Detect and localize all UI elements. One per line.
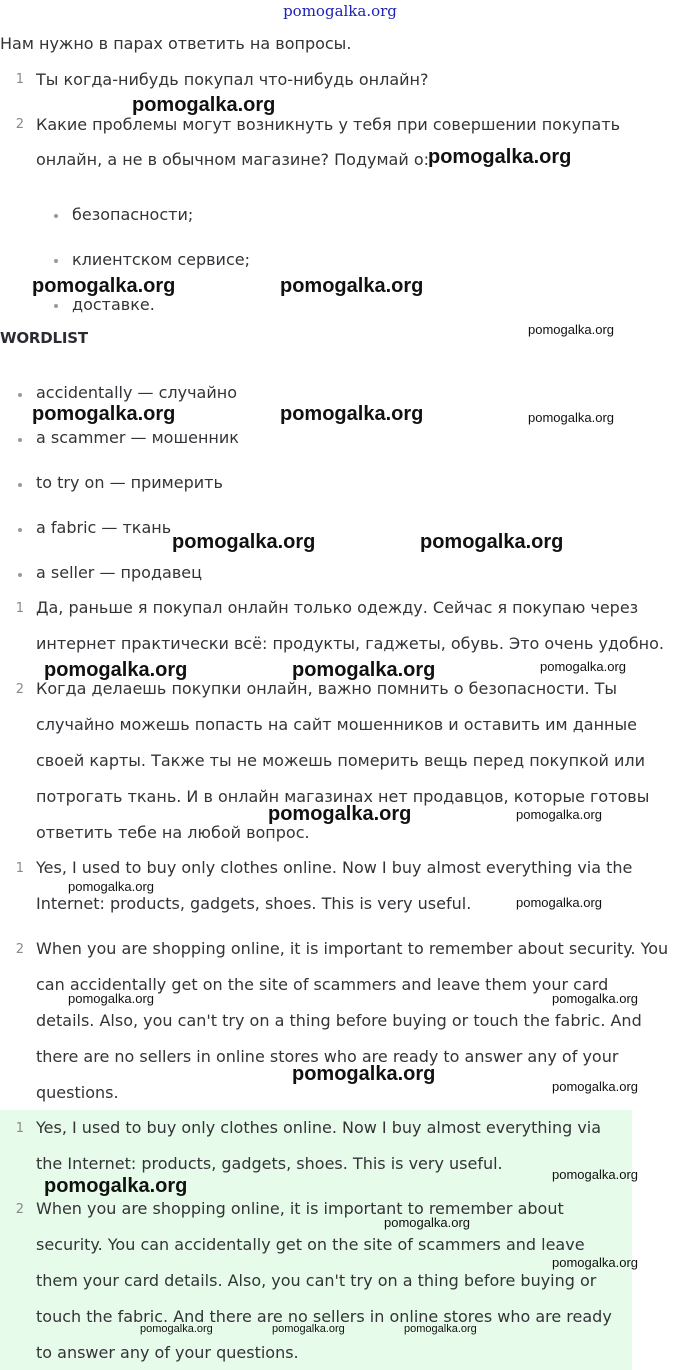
answer-ru-2-line-3: своей карты. Также ты не можешь померить вещь перед покупкой или bbox=[36, 751, 646, 770]
watermark: pomogalka.org bbox=[44, 1175, 188, 1197]
bullet-dot bbox=[18, 438, 22, 442]
answer-en-2-line-5: questions. bbox=[36, 1083, 119, 1102]
answer-en-2-line-4: there are no sellers in online stores who are ready to answer any of your bbox=[36, 1047, 619, 1066]
answer-en-1-line-2: Internet: products, gadgets, shoes. This is very useful. bbox=[36, 894, 472, 913]
watermark: pomogalka.org bbox=[292, 1063, 436, 1085]
intro-text: Нам нужно в парах ответить на вопросы. bbox=[0, 34, 352, 53]
answer-hl-2-line-1: When you are shopping online, it is important to remember about bbox=[36, 1199, 564, 1218]
answer-hl-number-2: 2 bbox=[15, 1202, 24, 1217]
bullet-dot bbox=[54, 259, 58, 263]
watermark: pomogalka.org bbox=[528, 410, 614, 425]
answer-en-number-2: 2 bbox=[15, 942, 24, 957]
watermark: pomogalka.org bbox=[172, 531, 316, 553]
bullet-dot bbox=[18, 483, 22, 487]
answer-hl-2-line-4: touch the fabric. And there are no sellers in online stores who are ready bbox=[36, 1307, 612, 1326]
answer-en-2-line-1: When you are shopping online, it is important to remember about security. You bbox=[36, 939, 669, 958]
bullet-dot bbox=[18, 393, 22, 397]
watermark: pomogalka.org bbox=[528, 322, 614, 337]
watermark: pomogalka.org bbox=[32, 403, 176, 425]
wordlist-item: a fabric — ткань bbox=[36, 518, 172, 537]
answer-hl-2-line-2: security. You can accidentally get on the site of scammers and leave bbox=[36, 1235, 585, 1254]
watermark: pomogalka.org bbox=[540, 659, 626, 674]
watermark: pomogalka.org bbox=[32, 275, 176, 297]
answer-en-number-1: 1 bbox=[15, 861, 24, 876]
bullet-dot bbox=[18, 528, 22, 532]
watermark: pomogalka.org bbox=[404, 1323, 477, 1335]
answer-ru-2-line-2: случайно можешь попасть на сайт мошенников и оставить им данные bbox=[36, 715, 637, 734]
watermark: pomogalka.org bbox=[516, 807, 602, 822]
watermark: pomogalka.org bbox=[268, 803, 412, 825]
wordlist-heading: WORDLIST bbox=[0, 329, 88, 347]
wordlist-item: to try on — примерить bbox=[36, 473, 223, 492]
question-2-line-2: онлайн, а не в обычном магазине? Подумай о: bbox=[36, 150, 430, 169]
watermark: pomogalka.org bbox=[552, 991, 638, 1006]
question-number-1: 1 bbox=[15, 72, 24, 87]
watermark: pomogalka.org bbox=[132, 94, 276, 116]
question-number-2: 2 bbox=[15, 117, 24, 132]
answer-en-2-line-2: can accidentally get on the site of scammers and leave them your card bbox=[36, 975, 609, 994]
watermark: pomogalka.org bbox=[552, 1167, 638, 1182]
watermark: pomogalka.org bbox=[68, 991, 154, 1006]
bullet-dot bbox=[18, 573, 22, 577]
watermark: pomogalka.org bbox=[552, 1079, 638, 1094]
watermark: pomogalka.org bbox=[516, 895, 602, 910]
answer-ru-1-line-1: Да, раньше я покупал онлайн только одежду. Сейчас я покупаю через bbox=[36, 598, 639, 617]
watermark: pomogalka.org bbox=[68, 879, 154, 894]
bullet-dot bbox=[54, 214, 58, 218]
watermark: pomogalka.org bbox=[420, 531, 564, 553]
answer-hl-2-line-5: to answer any of your questions. bbox=[36, 1343, 299, 1362]
watermark: pomogalka.org bbox=[280, 403, 424, 425]
list-item: клиентском сервисе; bbox=[72, 250, 250, 269]
answer-en-1-line-1: Yes, I used to buy only clothes online. Now I buy almost everything via the bbox=[36, 858, 633, 877]
watermark: pomogalka.org bbox=[384, 1215, 470, 1230]
list-item: безопасности; bbox=[72, 205, 194, 224]
watermark: pomogalka.org bbox=[292, 659, 436, 681]
answer-ru-2-line-5: ответить тебе на любой вопрос. bbox=[36, 823, 310, 842]
answer-en-2-line-3: details. Also, you can't try on a thing before buying or touch the fabric. And bbox=[36, 1011, 642, 1030]
list-item: доставке. bbox=[72, 295, 155, 314]
wordlist-item: a scammer — мошенник bbox=[36, 428, 239, 447]
watermark: pomogalka.org bbox=[552, 1255, 638, 1270]
answer-ru-number-1: 1 bbox=[15, 601, 24, 616]
bullet-dot bbox=[54, 304, 58, 308]
answer-ru-2-line-1: Когда делаешь покупки онлайн, важно помнить о безопасности. Ты bbox=[36, 679, 618, 698]
answer-hl-2-line-3: them your card details. Also, you can't try on a thing before buying or bbox=[36, 1271, 597, 1290]
question-2-line-1: Какие проблемы могут возникнуть у тебя при совершении покупать bbox=[36, 115, 621, 134]
watermark: pomogalka.org bbox=[44, 659, 188, 681]
answer-hl-1-line-1: Yes, I used to buy only clothes online. Now I buy almost everything via bbox=[36, 1118, 602, 1137]
wordlist-item: a seller — продавец bbox=[36, 563, 202, 582]
answer-hl-1-line-2: the Internet: products, gadgets, shoes. This is very useful. bbox=[36, 1154, 503, 1173]
watermark: pomogalka.org bbox=[428, 146, 572, 168]
watermark: pomogalka.org bbox=[280, 275, 424, 297]
question-1: Ты когда-нибудь покупал что-нибудь онлайн? bbox=[36, 70, 429, 89]
answer-hl-number-1: 1 bbox=[15, 1121, 24, 1136]
wordlist-item: accidentally — случайно bbox=[36, 383, 237, 402]
watermark: pomogalka.org bbox=[140, 1323, 213, 1335]
answer-ru-number-2: 2 bbox=[15, 682, 24, 697]
answer-ru-2-line-4: потрогать ткань. И в онлайн магазинах нет продавцов, которые готовы bbox=[36, 787, 650, 806]
watermark-header: pomogalka.org bbox=[283, 2, 397, 20]
watermark: pomogalka.org bbox=[272, 1323, 345, 1335]
answer-ru-1-line-2: интернет практически всё: продукты, гаджеты, обувь. Это очень удобно. bbox=[36, 634, 664, 653]
